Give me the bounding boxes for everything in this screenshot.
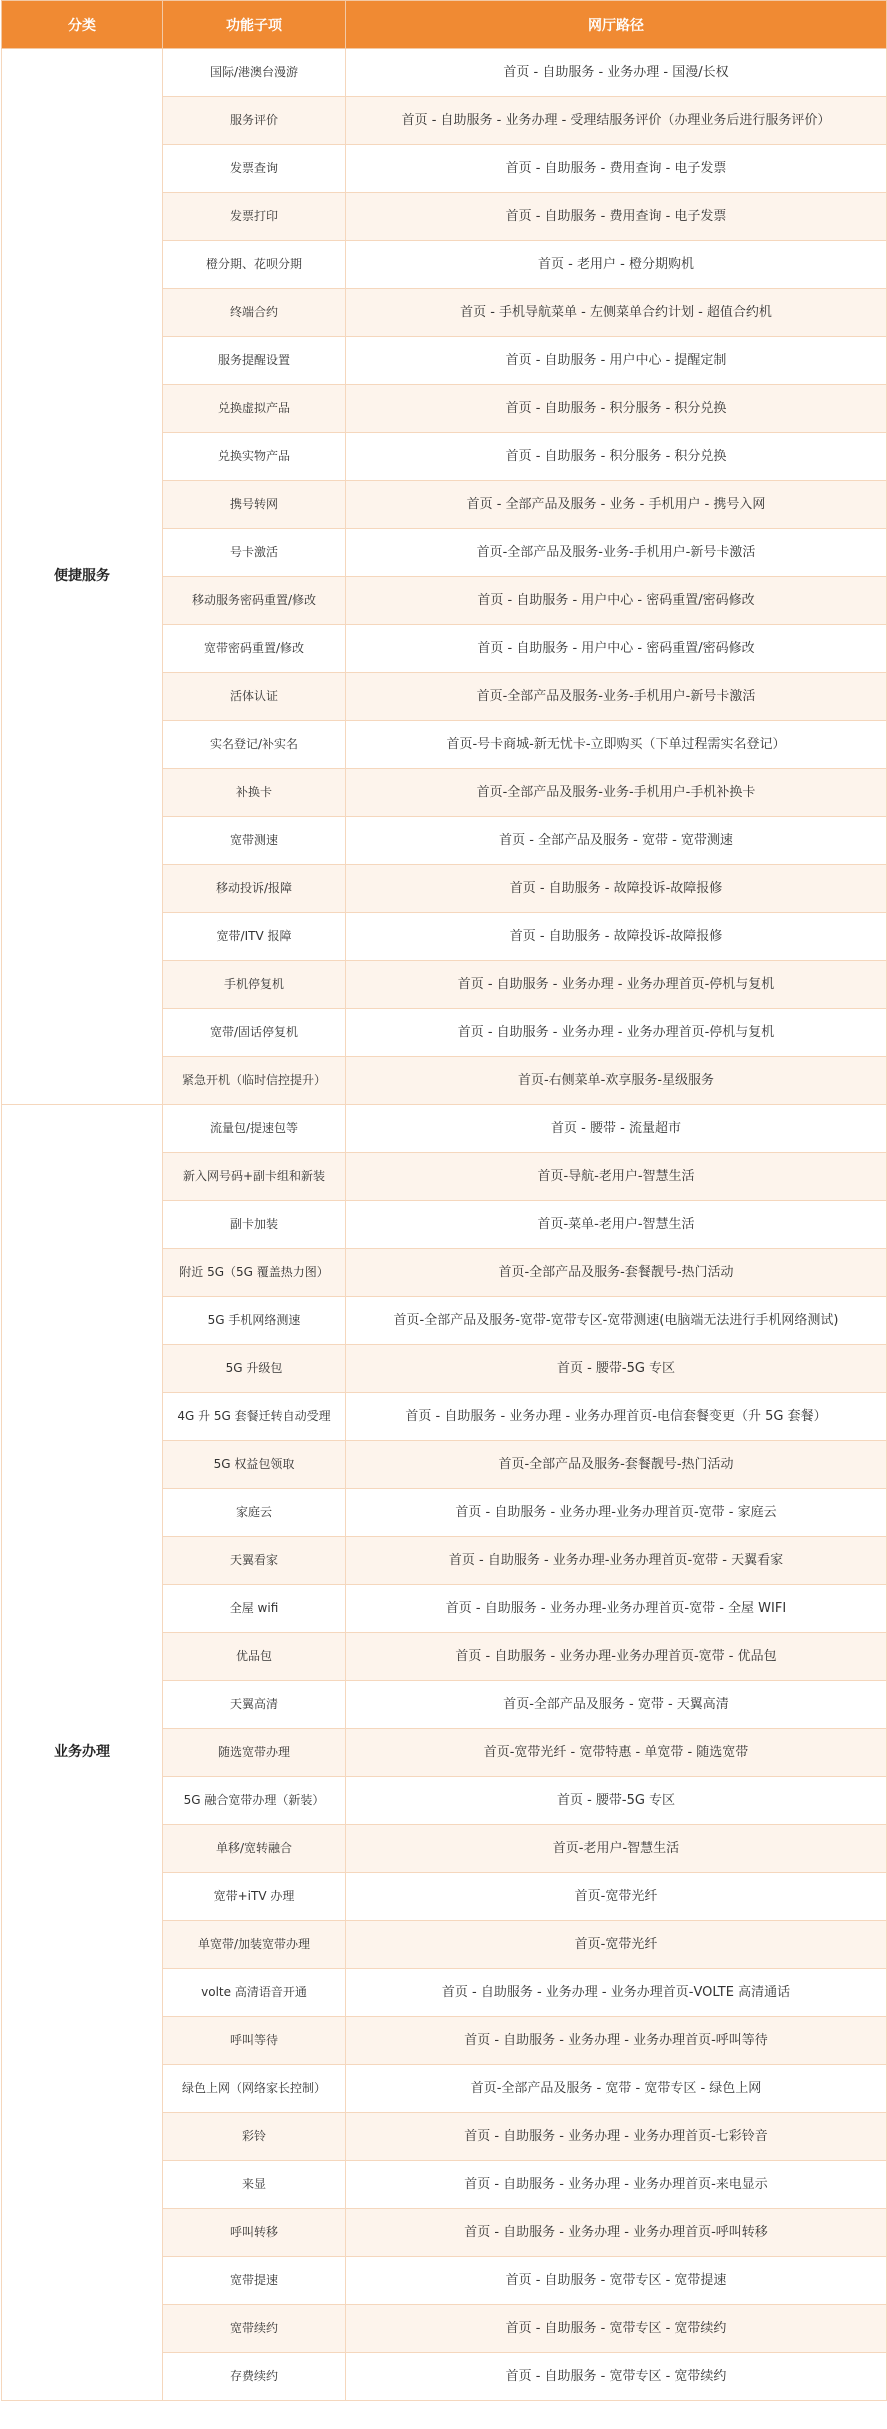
path-cell: 首页 - 自助服务 - 费用查询 - 电子发票	[346, 193, 887, 241]
header-feature: 功能子项	[163, 1, 346, 49]
path-cell: 首页-全部产品及服务-业务-手机用户-新号卡激活	[346, 673, 887, 721]
table-body	[2, 49, 887, 2401]
path-cell: 首页 - 自助服务 - 业务办理 - 业务办理首页-来电显示	[346, 2161, 887, 2209]
path-cell: 首页 - 自助服务 - 积分服务 - 积分兑换	[346, 385, 887, 433]
path-cell: 首页 - 自助服务 - 业务办理 - 业务办理首页-VOLTE 高清通话	[346, 1969, 887, 2017]
path-cell: 首页 - 自助服务 - 业务办理-业务办理首页-宽带 - 家庭云	[346, 1489, 887, 1537]
feature-cell: 兑换虚拟产品	[163, 385, 346, 433]
path-cell: 首页 - 自助服务 - 积分服务 - 积分兑换	[346, 433, 887, 481]
path-cell: 首页 - 自助服务 - 用户中心 - 提醒定制	[346, 337, 887, 385]
path-cell: 首页 - 自助服务 - 业务办理-业务办理首页-宽带 - 优品包	[346, 1633, 887, 1681]
path-cell: 首页 - 自助服务 - 业务办理 - 业务办理首页-呼叫转移	[346, 2209, 887, 2257]
path-cell: 首页-全部产品及服务-宽带-宽带专区-宽带测速(电脑端无法进行手机网络测试)	[346, 1297, 887, 1345]
path-cell: 首页 - 全部产品及服务 - 宽带 - 宽带测速	[346, 817, 887, 865]
feature-cell: 移动服务密码重置/修改	[163, 577, 346, 625]
feature-cell: 随选宽带办理	[163, 1729, 346, 1777]
header-category: 分类	[2, 1, 163, 49]
path-cell: 首页-导航-老用户-智慧生活	[346, 1153, 887, 1201]
feature-cell: 来显	[163, 2161, 346, 2209]
feature-cell: 服务提醒设置	[163, 337, 346, 385]
feature-cell: 家庭云	[163, 1489, 346, 1537]
path-cell: 首页 - 腰带-5G 专区	[346, 1777, 887, 1825]
feature-cell: 5G 融合宽带办理（新装）	[163, 1777, 346, 1825]
feature-cell: 实名登记/补实名	[163, 721, 346, 769]
path-cell: 首页-全部产品及服务-业务-手机用户-手机补换卡	[346, 769, 887, 817]
feature-cell: 优品包	[163, 1633, 346, 1681]
feature-cell: 号卡激活	[163, 529, 346, 577]
path-cell: 首页 - 自助服务 - 宽带专区 - 宽带提速	[346, 2257, 887, 2305]
path-cell: 首页-全部产品及服务 - 宽带 - 宽带专区 - 绿色上网	[346, 2065, 887, 2113]
feature-cell: 宽带密码重置/修改	[163, 625, 346, 673]
feature-cell: 附近 5G（5G 覆盖热力图）	[163, 1249, 346, 1297]
feature-cell: 携号转网	[163, 481, 346, 529]
path-cell: 首页 - 腰带-5G 专区	[346, 1345, 887, 1393]
path-cell: 首页 - 自助服务 - 业务办理 - 国漫/长权	[346, 49, 887, 97]
feature-cell: 宽带/ITV 报障	[163, 913, 346, 961]
path-cell: 首页 - 自助服务 - 业务办理-业务办理首页-宽带 - 全屋 WIFI	[346, 1585, 887, 1633]
path-cell: 首页-宽带光纤	[346, 1873, 887, 1921]
path-cell: 首页 - 自助服务 - 业务办理-业务办理首页-宽带 - 天翼看家	[346, 1537, 887, 1585]
path-cell: 首页 - 全部产品及服务 - 业务 - 手机用户 - 携号入网	[346, 481, 887, 529]
path-cell: 首页-号卡商城-新无忧卡-立即购买（下单过程需实名登记）	[346, 721, 887, 769]
feature-cell: 天翼高清	[163, 1681, 346, 1729]
path-cell: 首页-全部产品及服务-业务-手机用户-新号卡激活	[346, 529, 887, 577]
path-cell: 首页-宽带光纤	[346, 1921, 887, 1969]
feature-cell: 新入网号码+副卡组和新装	[163, 1153, 346, 1201]
feature-cell: 补换卡	[163, 769, 346, 817]
feature-cell: 呼叫等待	[163, 2017, 346, 2065]
feature-cell: 发票查询	[163, 145, 346, 193]
table-row	[2, 1105, 887, 1153]
feature-cell: 国际/港澳台漫游	[163, 49, 346, 97]
path-cell: 首页-全部产品及服务-套餐靓号-热门活动	[346, 1441, 887, 1489]
path-cell: 首页 - 自助服务 - 费用查询 - 电子发票	[346, 145, 887, 193]
path-cell: 首页 - 自助服务 - 业务办理 - 业务办理首页-电信套餐变更（升 5G 套餐）	[346, 1393, 887, 1441]
path-cell: 首页 - 自助服务 - 业务办理 - 业务办理首页-七彩铃音	[346, 2113, 887, 2161]
feature-cell: 流量包/提速包等	[163, 1105, 346, 1153]
path-cell: 首页-右侧菜单-欢享服务-星级服务	[346, 1057, 887, 1105]
category-cell: 便捷服务	[2, 49, 163, 1105]
path-cell: 首页 - 自助服务 - 用户中心 - 密码重置/密码修改	[346, 625, 887, 673]
path-cell: 首页 - 老用户 - 橙分期购机	[346, 241, 887, 289]
path-cell: 首页-老用户-智慧生活	[346, 1825, 887, 1873]
path-cell: 首页 - 自助服务 - 业务办理 - 业务办理首页-呼叫等待	[346, 2017, 887, 2065]
feature-cell: 全屋 wifi	[163, 1585, 346, 1633]
path-cell: 首页 - 自助服务 - 业务办理 - 业务办理首页-停机与复机	[346, 961, 887, 1009]
path-cell: 首页 - 自助服务 - 业务办理 - 业务办理首页-停机与复机	[346, 1009, 887, 1057]
feature-cell: 兑换实物产品	[163, 433, 346, 481]
feature-cell: 存费续约	[163, 2353, 346, 2401]
path-cell: 首页 - 手机导航菜单 - 左侧菜单合约计划 - 超值合约机	[346, 289, 887, 337]
feature-cell: 宽带+iTV 办理	[163, 1873, 346, 1921]
path-cell: 首页 - 腰带 - 流量超市	[346, 1105, 887, 1153]
feature-cell: 手机停复机	[163, 961, 346, 1009]
path-cell: 首页 - 自助服务 - 故障投诉-故障报修	[346, 913, 887, 961]
service-path-table	[1, 0, 887, 2401]
feature-cell: 橙分期、花呗分期	[163, 241, 346, 289]
path-cell: 首页-宽带光纤 - 宽带特惠 - 单宽带 - 随选宽带	[346, 1729, 887, 1777]
header-path: 网厅路径	[346, 1, 887, 49]
table-row	[2, 49, 887, 97]
feature-cell: 宽带测速	[163, 817, 346, 865]
feature-cell: 宽带/固话停复机	[163, 1009, 346, 1057]
feature-cell: 发票打印	[163, 193, 346, 241]
feature-cell: 单宽带/加装宽带办理	[163, 1921, 346, 1969]
feature-cell: 终端合约	[163, 289, 346, 337]
feature-cell: 宽带续约	[163, 2305, 346, 2353]
feature-cell: 天翼看家	[163, 1537, 346, 1585]
feature-cell: 绿色上网（网络家长控制）	[163, 2065, 346, 2113]
header-row	[2, 1, 887, 49]
path-cell: 首页 - 自助服务 - 宽带专区 - 宽带续约	[346, 2305, 887, 2353]
feature-cell: 5G 升级包	[163, 1345, 346, 1393]
feature-cell: 服务评价	[163, 97, 346, 145]
feature-cell: 副卡加装	[163, 1201, 346, 1249]
feature-cell: 5G 手机网络测速	[163, 1297, 346, 1345]
feature-cell: 彩铃	[163, 2113, 346, 2161]
feature-cell: 单移/宽转融合	[163, 1825, 346, 1873]
path-cell: 首页 - 自助服务 - 用户中心 - 密码重置/密码修改	[346, 577, 887, 625]
path-cell: 首页-全部产品及服务-套餐靓号-热门活动	[346, 1249, 887, 1297]
category-cell: 业务办理	[2, 1105, 163, 2401]
feature-cell: volte 高清语音开通	[163, 1969, 346, 2017]
feature-cell: 呼叫转移	[163, 2209, 346, 2257]
feature-cell: 5G 权益包领取	[163, 1441, 346, 1489]
path-cell: 首页 - 自助服务 - 宽带专区 - 宽带续约	[346, 2353, 887, 2401]
path-cell: 首页 - 自助服务 - 业务办理 - 受理结服务评价（办理业务后进行服务评价）	[346, 97, 887, 145]
path-cell: 首页-菜单-老用户-智慧生活	[346, 1201, 887, 1249]
feature-cell: 活体认证	[163, 673, 346, 721]
feature-cell: 移动投诉/报障	[163, 865, 346, 913]
feature-cell: 紧急开机（临时信控提升）	[163, 1057, 346, 1105]
path-cell: 首页-全部产品及服务 - 宽带 - 天翼高清	[346, 1681, 887, 1729]
feature-cell: 4G 升 5G 套餐迁转自动受理	[163, 1393, 346, 1441]
feature-cell: 宽带提速	[163, 2257, 346, 2305]
path-cell: 首页 - 自助服务 - 故障投诉-故障报修	[346, 865, 887, 913]
